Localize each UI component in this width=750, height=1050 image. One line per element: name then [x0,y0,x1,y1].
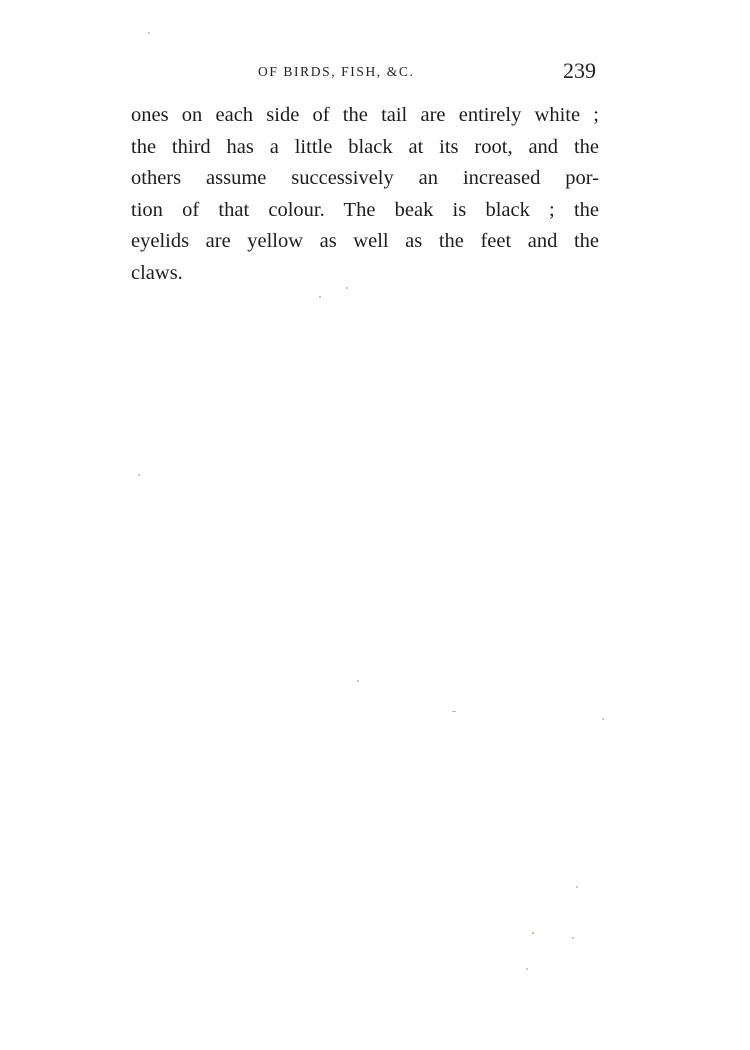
paper-speck [357,680,359,682]
text-line: the third has a little black at its root, and the [131,135,599,158]
paper-speck [319,296,321,298]
running-title: OF BIRDS, FISH, &C. [258,64,415,79]
paper-speck [572,937,574,939]
text-line: claws. [131,261,183,284]
paper-speck [532,932,534,934]
text-line: ones on each side of the tail are entirely white ; [131,104,599,126]
text-line: tion of that colour. The beak is black ; the [131,198,599,221]
running-head [250,58,600,88]
paper-speck [148,32,150,34]
paper-speck [452,711,456,712]
paper-speck [576,886,578,888]
paper-speck [526,968,528,970]
text-line: eyelids are yellow as well as the feet and the [131,230,599,252]
body-paragraph [131,100,599,289]
paper-speck [346,287,348,289]
paper-speck [602,718,604,720]
paper-speck [138,474,140,476]
page-number: 239 [563,58,596,83]
text-line: others assume successively an increased por- [131,167,599,189]
